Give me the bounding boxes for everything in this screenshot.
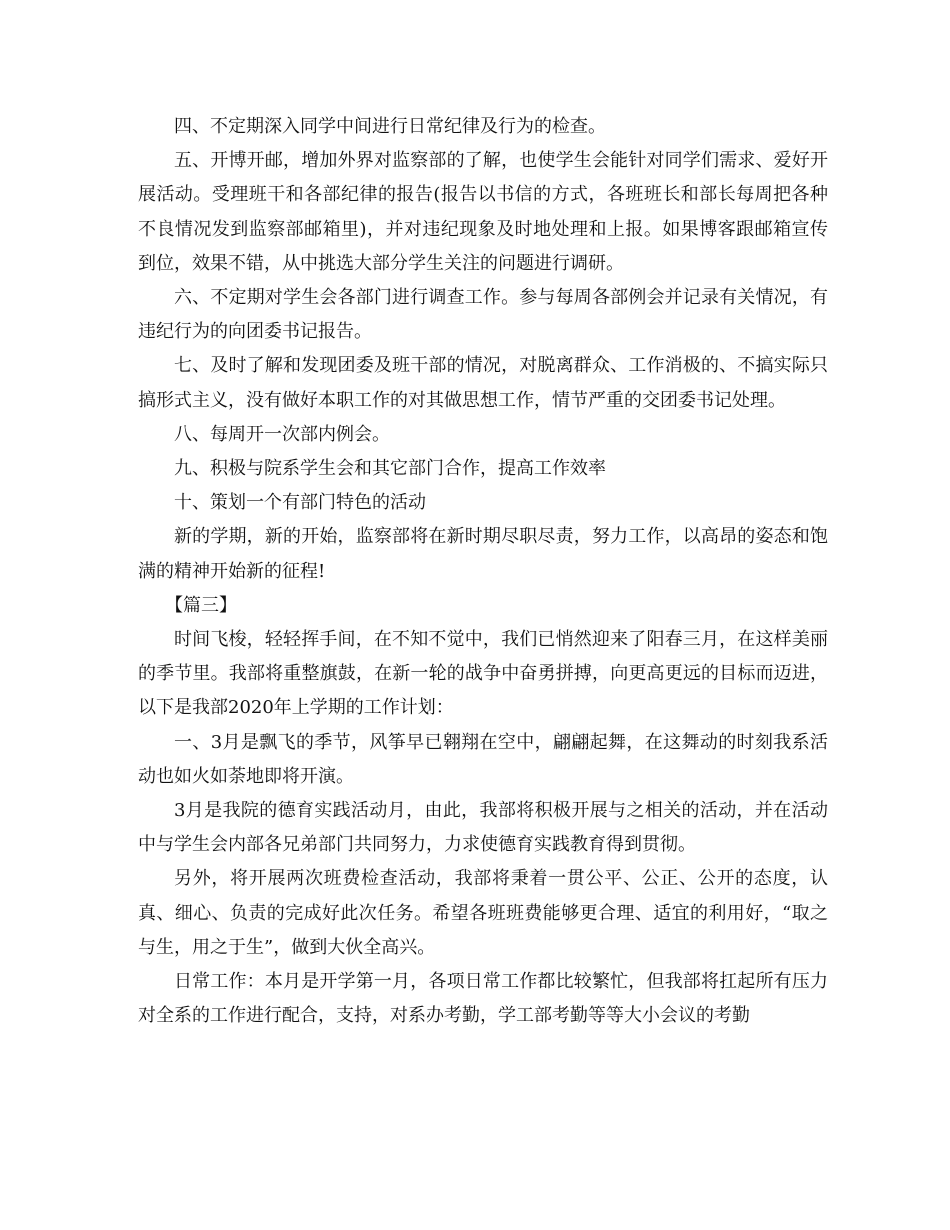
paragraph-item-6: 六、不定期对学生会各部门进行调查工作。参与每周各部例会并记录有关情况，有违纪行为的向团委书记报告。 <box>138 287 828 343</box>
paragraph-intro: 时间飞梭，轻轻挥手间，在不知不觉中，我们已悄然迎来了阳春三月，在这样美丽的季节里。我部将重整旗鼓，在新一轮的战争中奋勇拼搏，向更高更远的目标而迈进，以下是我部2020年上学期的工作计划： <box>138 629 828 719</box>
paragraph-item-10: 十、策划一个有部门特色的活动 <box>174 492 426 514</box>
paragraph-march-item-1: 一、3月是飘飞的季节，风筝早已翱翔在空中，翩翩起舞，在这舞动的时刻我系活动也如火如荼地即将开演。 <box>138 731 828 787</box>
paragraph-daily-work: 日常工作：本月是开学第一月，各项日常工作都比较繁忙，但我部将扛起所有压力对全系的工作进行配合，支持，对系办考勤，学工部考勤等等大小会议的考勤 <box>138 971 828 1027</box>
paragraph-moral-practice: 3月是我院的德育实践活动月，由此，我部将积极开展与之相关的活动，并在活动中与学生会内部各兄弟部门共同努力，力求使德育实践教育得到贯彻。 <box>138 800 828 856</box>
section-heading: 【篇三】 <box>165 594 237 616</box>
paragraph-item-9: 九、积极与院系学生会和其它部门合作，提高工作效率 <box>174 458 606 480</box>
paragraph-closing: 新的学期，新的开始，监察部将在新时期尽职尽责，努力工作，以高昂的姿态和饱满的精神开始新的征程! <box>138 526 828 582</box>
paragraph-fee-check: 另外，将开展两次班费检查活动，我部将秉着一贯公平、公正、公开的态度，认真、细心、负责的完成好此次任务。希望各班班费能够更合理、适宜的利用好，“取之与生，用之于生”，做到大伙全高兴。 <box>138 868 828 958</box>
paragraph-item-7: 七、及时了解和发现团委及班干部的情况，对脱离群众、工作消极的、不搞实际只搞形式主义，没有做好本职工作的对其做思想工作，情节严重的交团委书记处理。 <box>138 355 828 411</box>
paragraph-item-4: 四、不定期深入同学中间进行日常纪律及行为的检查。 <box>174 116 606 137</box>
paragraph-item-8: 八、每周开一次部内例会。 <box>174 423 390 445</box>
paragraph-item-5: 五、开博开邮，增加外界对监察部的了解，也使学生会能针对同学们需求、爱好开展活动。受理班干和各部纪律的报告(报告以书信的方式，各班班长和部长每周把各种不良情况发到监察部邮箱里)，并对违纪现象及时地处理和上报。如果博客跟邮箱宣传到位，效果不错，从中挑选大部分学生关注的问题进行调研。 <box>138 150 828 274</box>
document-body <box>138 110 828 1033</box>
